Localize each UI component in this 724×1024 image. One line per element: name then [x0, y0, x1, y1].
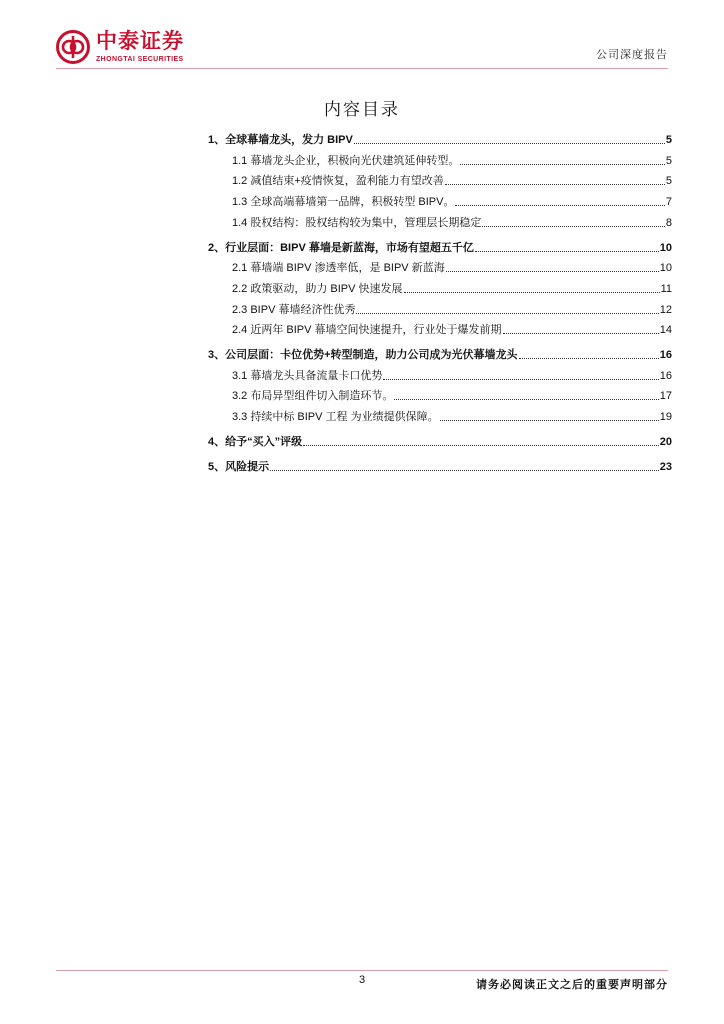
toc-entry[interactable]: [232, 279, 672, 299]
toc-entry[interactable]: [232, 407, 672, 427]
toc-entry[interactable]: [232, 366, 672, 386]
toc-entry-page: 16: [659, 349, 672, 361]
toc-dot-leader: [404, 291, 660, 293]
toc-dot-leader: [383, 378, 658, 380]
toc-entry-title: 1.4 股权结构：股权结构较为集中，管理层长期稳定: [232, 216, 482, 229]
toc-entry-page: 17: [659, 390, 672, 403]
toc-entry-page: 19: [659, 411, 672, 424]
logo-english-name: ZHONGTAI SECURITIES: [96, 56, 184, 63]
toc-entry-page: 11: [660, 282, 672, 295]
toc-entry-title: 2、行业层面：BIPV 幕墙是新蓝海，市场有望超五千亿: [208, 241, 474, 254]
toc-entry-page: 5: [665, 175, 672, 188]
toc-entry-title: 1.1 幕墙龙头企业，积极向光伏建筑延伸转型。: [232, 154, 460, 167]
toc-dot-leader: [303, 444, 659, 446]
toc-entry[interactable]: [208, 130, 672, 150]
toc-dot-leader: [455, 204, 664, 206]
toc-entry-title: 3.3 持续中标 BIPV 工程 为业绩提供保障。: [232, 411, 439, 424]
toc-entry[interactable]: [232, 386, 672, 406]
toc-dot-leader: [440, 419, 659, 421]
toc-entry[interactable]: [232, 192, 672, 212]
toc-entry-title: 2.4 近两年 BIPV 幕墙空间快速提升，行业处于爆发前期: [232, 324, 502, 337]
toc-entry-page: 10: [659, 262, 672, 275]
logo-chinese-name: 中泰证券: [96, 30, 184, 53]
toc-dot-leader: [460, 163, 665, 165]
toc-dot-leader: [503, 332, 659, 334]
toc-entry-title: 2.2 政策驱动，助力 BIPV 快速发展: [232, 282, 403, 295]
footer-divider: [56, 970, 668, 971]
toc-entry[interactable]: [232, 320, 672, 340]
zhongtai-logo-icon: [56, 30, 90, 64]
toc-entry-page: 7: [665, 196, 672, 209]
toc-entry-page: 8: [665, 216, 672, 229]
toc-entry-page: 14: [659, 324, 672, 337]
company-logo: [56, 30, 216, 70]
toc-entry[interactable]: [232, 213, 672, 233]
toc-entry-title: 1.2 减值结束+疫情恢复，盈利能力有望改善: [232, 175, 444, 188]
toc-dot-leader: [354, 142, 665, 144]
toc-dot-leader: [270, 469, 659, 471]
toc-dot-leader: [475, 250, 659, 252]
toc-dot-leader: [446, 270, 659, 272]
toc-entry-page: 20: [659, 435, 672, 448]
report-type-label: 公司深度报告: [596, 49, 668, 61]
toc-dot-leader: [482, 225, 665, 227]
header-divider: [56, 68, 668, 69]
toc-entry[interactable]: [208, 345, 672, 365]
toc-entry-title: 1、全球幕墙龙头，发力 BIPV: [208, 134, 353, 146]
page-number: 3: [358, 974, 366, 986]
toc-entry[interactable]: [232, 151, 672, 171]
toc-title: 内容目录: [324, 100, 400, 119]
toc-entry-page: 12: [659, 303, 672, 316]
toc-entry-title: 3.1 幕墙龙头具备流量卡口优势: [232, 369, 383, 382]
toc-entry[interactable]: [208, 457, 672, 477]
toc-entry-title: 2.1 幕墙端 BIPV 渗透率低，是 BIPV 新蓝海: [232, 262, 445, 275]
toc-entry-page: 16: [659, 369, 672, 382]
toc-entry[interactable]: [232, 258, 672, 278]
toc-dot-leader: [445, 183, 665, 185]
toc-entry-page: 5: [665, 154, 672, 167]
toc-entry-title: 5、风险提示: [208, 460, 270, 473]
toc-entry[interactable]: [232, 171, 672, 191]
toc-entry-page: 23: [659, 460, 672, 473]
toc-entry[interactable]: [208, 432, 672, 452]
toc-entry-page: 10: [659, 241, 672, 254]
toc-entry-page: 5: [665, 134, 672, 146]
toc-entry-title: 3.2 布局异型组件切入制造环节。: [232, 390, 394, 403]
toc-dot-leader: [519, 357, 659, 359]
toc-entry[interactable]: [232, 300, 672, 320]
toc-entry-title: 1.3 全球高端幕墙第一品牌，积极转型 BIPV。: [232, 196, 455, 209]
toc-entry-title: 3、公司层面：卡位优势+转型制造，助力公司成为光伏幕墙龙头: [208, 349, 518, 361]
page-header: [0, 0, 724, 80]
footer-disclaimer: 请务必阅读正文之后的重要声明部分: [476, 979, 668, 991]
toc-entry-title: 4、给予“买入”评级: [208, 435, 303, 448]
toc-entry-title: 2.3 BIPV 幕墙经济性优秀: [232, 303, 356, 316]
toc-entry[interactable]: [208, 238, 672, 258]
toc-dot-leader: [356, 312, 658, 314]
toc-dot-leader: [394, 398, 658, 400]
